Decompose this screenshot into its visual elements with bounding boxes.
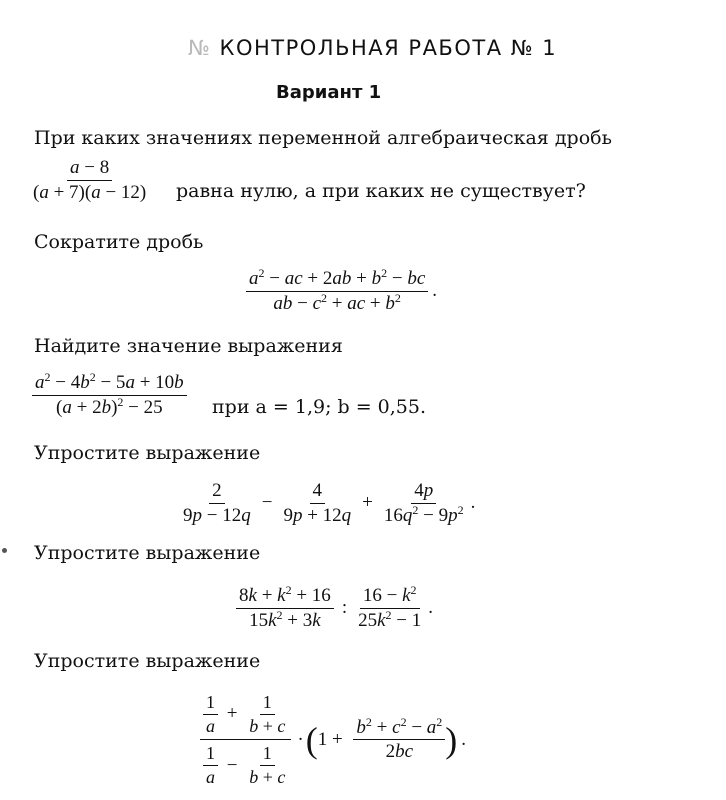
task5-expression: $\frac{8k + k^2 + 16}{15k^2 + 3k}$ : $\frac{16 - k^2}{25k^2 - 1}$ .	[236, 585, 433, 632]
task4-text: Упростите выражение	[34, 442, 261, 464]
task1-text: При каких значениях переменной алгебраическая дробь	[34, 127, 612, 149]
task1-text-after: равна нулю, а при каких не существует?	[176, 180, 586, 202]
title-text: КОНТРОЛЬНАЯ РАБОТА № 1	[219, 36, 558, 60]
page-title	[188, 36, 557, 60]
task3-fraction: $\frac{a^2 - 4b^2 - 5a + 10b}{(a + 2b)^2 - 25}$	[32, 372, 187, 419]
title-faded-mark: №	[188, 36, 212, 60]
task2-text: Сократите дробь	[34, 231, 204, 253]
task4-expression: $\frac{2}{9p - 12q}$ − $\frac{4}{9p + 12q}$ + $\frac{4p}{16q^2 - 9p^2}$ .	[183, 480, 476, 526]
task3-text: Найдите значение выражения	[34, 335, 343, 357]
task6-expression: $\frac{1}{a}$ + $\frac{1}{b + c}$ $\frac{1}{a}$ − $\frac{1}{b + c}$ ·(1 + $\frac{b^2 + c^2 - a^2}{2bc}$ ) .	[200, 692, 466, 788]
variant-label: Вариант 1	[276, 82, 382, 103]
margin-mark	[2, 548, 7, 553]
task3-condition: при a = 1,9; b = 0,55.	[212, 396, 427, 418]
task6-text: Упростите выражение	[34, 650, 261, 672]
task5-text: Упростите выражение	[34, 542, 261, 564]
task2-fraction: $\frac{a^2 - ac + 2ab + b^2 - bc}{ab - c^2 + ac + b^2}$ .	[246, 268, 437, 315]
task1-fraction: $\frac{a - 8}{(a + 7)(a - 12)}$	[33, 157, 147, 203]
